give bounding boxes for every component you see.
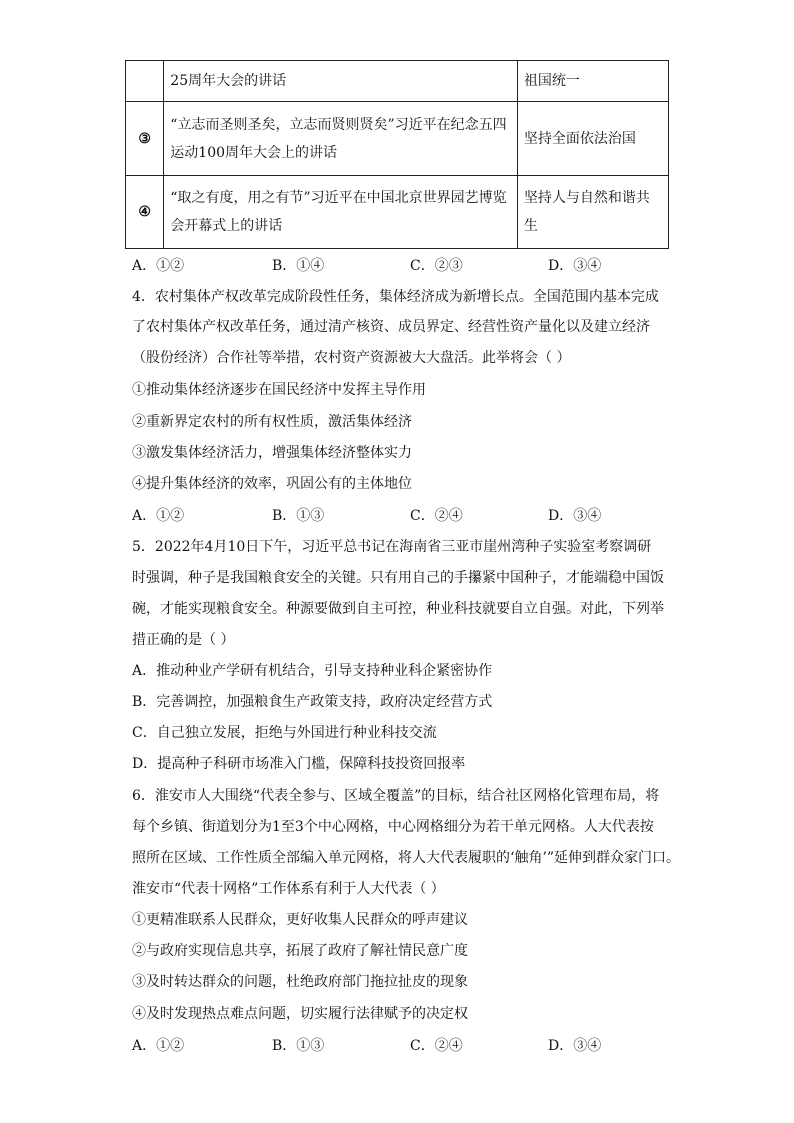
question-5-stem-line: 措正确的是（ ） — [132, 632, 235, 648]
question-5-stem-line: 时强调，种子是我国粮食安全的关键。只有用自己的手攥紧中国种子，才能端稳中国饭 — [132, 570, 664, 586]
option-b[interactable]: B．①③ — [272, 508, 325, 524]
option-a[interactable]: A．①② — [132, 258, 185, 274]
table-row — [126, 176, 669, 249]
option-b[interactable]: B．①④ — [272, 258, 325, 274]
question-5-choice-b[interactable]: B．完善调控，加强粮食生产政策支持，政府决定经营方式 — [132, 694, 493, 710]
question-5-stem-line: 5．2022年4月10日下午，习近平总书记在海南省三亚市崖州湾种子实验室考察调研 — [132, 539, 652, 555]
question-4-options — [132, 506, 652, 526]
option-d[interactable]: D．③④ — [548, 508, 602, 524]
option-d[interactable]: D．③④ — [548, 1038, 602, 1054]
option-a[interactable]: A．①② — [132, 508, 185, 524]
option-c[interactable]: C．②③ — [410, 258, 463, 274]
question-6-stem-line: 照所在区域、工作性质全部编入单元网格，将人大代表履职的‘触角’”延伸到群众家门口。 — [132, 850, 681, 866]
table-row-number: ③ — [126, 102, 164, 176]
question-4-stem-line: 4．农村集体产权改革完成阶段性任务，集体经济成为新增长点。全国范围内基本完成 — [132, 289, 659, 305]
option-c[interactable]: C．②④ — [410, 1038, 463, 1054]
question-4-item: ④提升集体经济的效率，巩固公有的主体地位 — [132, 476, 412, 492]
table-quote-cell: “取之有度，用之有节”习近平在中国北京世界园艺博览会开幕式上的讲话 — [164, 176, 518, 249]
question-3-options — [132, 256, 652, 276]
option-b[interactable]: B．①③ — [272, 1038, 325, 1054]
question-6-item: ③及时转达群众的问题，杜绝政府部门拖拉扯皮的现象 — [132, 974, 468, 990]
table-point-cell: 坚持全面依法治国 — [517, 102, 668, 176]
question-4-item: ③激发集体经济活力，增强集体经济整体实力 — [132, 445, 412, 461]
table-point-cell: 祖国统一 — [517, 61, 668, 102]
option-a[interactable]: A．①② — [132, 1038, 185, 1054]
question-6-options — [132, 1036, 652, 1056]
table-quote-cell: 25周年大会的讲话 — [164, 61, 518, 102]
table-point-cell: 坚持人与自然和谐共生 — [517, 176, 668, 249]
question-4-stem-line: 了农村集体产权改革任务，通过清产核资、成员界定、经营性资产量化以及建立经济 — [132, 319, 650, 335]
question-5-choice-c[interactable]: C．自己独立发展，拒绝与外国进行种业科技交流 — [132, 725, 437, 741]
question-6-stem-line: 每个乡镇、街道划分为1至3个中心网格，中心网格细分为若干单元网格。人大代表按 — [132, 819, 654, 835]
question-5-choice-d[interactable]: D．提高种子科研市场准入门槛，保障科技投资回报率 — [132, 756, 466, 772]
question-4-stem-line: （股份经济）合作社等举措，农村资产资源被大大盘活。此举将会（ ） — [132, 350, 571, 366]
table-row — [126, 102, 669, 176]
option-d[interactable]: D．③④ — [548, 258, 602, 274]
question-6-item: ④及时发现热点难点问题，切实履行法律赋予的决定权 — [132, 1006, 468, 1022]
table-row — [126, 61, 669, 102]
question-6-stem-line: 淮安市“代表十网格”工作体系有利于人大代表（ ） — [132, 881, 445, 897]
table-row-number — [126, 61, 164, 102]
question-6-stem-line: 6．淮安市人大围绕“代表全参与、区域全覆盖”的目标，结合社区网格化管理布局，将 — [132, 788, 660, 804]
option-c[interactable]: C．②④ — [410, 508, 463, 524]
table-quote-cell: “立志而圣则圣矣，立志而贤则贤矣”习近平在纪念五四运动100周年大会上的讲话 — [164, 102, 518, 176]
table-row-number: ④ — [126, 176, 164, 249]
question-5-choice-a[interactable]: A．推动种业产学研有机结合，引导支持种业科企紧密协作 — [132, 663, 493, 679]
question-5-stem-line: 碗，才能实现粮食安全。种源要做到自主可控，种业科技就要自立自强。对此，下列举 — [132, 601, 664, 617]
question-6-item: ②与政府实现信息共享，拓展了政府了解社情民意广度 — [132, 943, 468, 959]
question-3-table — [125, 60, 669, 249]
question-4-item: ②重新界定农村的所有权性质，激活集体经济 — [132, 414, 412, 430]
question-6-item: ①更精准联系人民群众，更好收集人民群众的呼声建议 — [132, 912, 468, 928]
question-4-item: ①推动集体经济逐步在国民经济中发挥主导作用 — [132, 382, 426, 398]
